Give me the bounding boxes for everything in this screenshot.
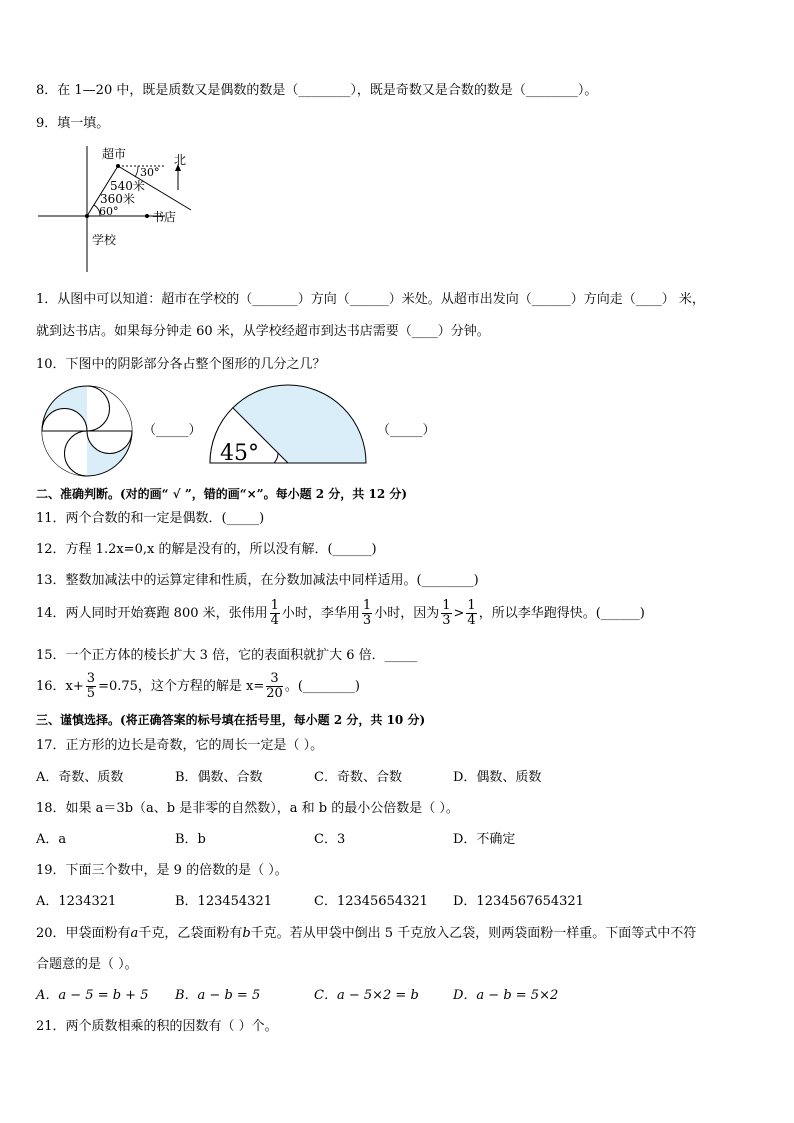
fraction-1-3: $\frac{1}{3}$: [362, 598, 372, 628]
q16-text-c: 。(________): [284, 679, 360, 694]
question-18: 18．如果 a＝3b（a、b 是非零的自然数），a 和 b 的最小公倍数是（ ）。: [36, 801, 459, 816]
q20-option-b: B．a − b = 5: [175, 988, 261, 1003]
question-9: 9．填一填。: [36, 116, 110, 131]
q20-text-b: 千克，乙袋面粉有: [138, 926, 243, 941]
q19-option-a: A．1234321: [36, 894, 117, 909]
circle-figure: [38, 384, 136, 478]
supermarket-point: [116, 164, 120, 168]
q20-var-b: b: [242, 926, 251, 941]
question-13: 13．整数加减法中的运算定律和性质，在分数加减法中同样适用。(________): [36, 573, 479, 588]
q16-text-a: 16．x+: [36, 679, 84, 694]
question-10-blank-2: （_____）: [377, 423, 436, 438]
question-20-line2: 合题意的是（ ）。: [36, 957, 138, 972]
label-supermarket: 超市: [102, 147, 127, 161]
q14-text-a: 14．两人同时开始赛跑 800 米，张伟用: [36, 606, 268, 621]
label-360m: 360米: [100, 192, 135, 206]
q20-text-a: 20．甲袋面粉有: [36, 926, 131, 941]
question-9-1-line1: 1．从图中可以知道：超市在学校的（_______）方向（______）米处。从超市出发向（______）方向走（____） 米，: [36, 292, 705, 307]
question-9-1-line2: 就到达书店。如果每分钟走 60 米，从学校经超市到达书店需要（____）分钟。: [36, 324, 490, 339]
question-19: 19．下面三个数中，是 9 的倍数的是（ ）。: [36, 863, 288, 878]
label-school: 学校: [92, 233, 117, 247]
q20-text-c: 千克。若从甲袋中倒出 5 千克放入乙袋，则两袋面粉一样重。下面等式中不符: [250, 926, 697, 941]
map-diagram: [30, 140, 210, 280]
q18-option-b: B．b: [175, 832, 206, 847]
fraction-1-3-b: $\frac{1}{3}$: [442, 598, 451, 628]
q17-option-c: C．奇数、合数: [314, 770, 402, 785]
question-21: 21．两个质数相乘的积的因数有（ ）个。: [36, 1019, 278, 1034]
angle-arc-30: [135, 166, 138, 177]
question-17: 17．正方形的边长是奇数，它的周长一定是（ ）。: [36, 738, 324, 753]
school-point: [85, 214, 89, 218]
q14-text-b: 小时，李华用: [281, 606, 360, 621]
question-10-blank-1: （_____）: [143, 423, 202, 438]
label-bookstore: 书店: [152, 210, 177, 224]
question-10: 10．下图中的阴影部分各占整个图形的几分之几？: [36, 357, 326, 372]
q18-option-d: D．不确定: [453, 832, 516, 847]
question-20-line1: [36, 925, 696, 943]
fraction-3-5: $\frac{3}{5}$: [86, 671, 96, 701]
q19-option-b: B．123454321: [175, 894, 272, 909]
label-north: 北: [174, 153, 187, 167]
q20-option-d: D．a − b = 5×2: [453, 988, 559, 1003]
label-540m: 540米: [110, 179, 145, 193]
fraction-1-4-b: $\frac{1}{4}$: [467, 598, 476, 628]
question-14: [36, 599, 645, 628]
q16-text-b: =0.75，这个方程的解是 x=: [98, 679, 265, 694]
q18-option-c: C．3: [314, 832, 346, 847]
question-8: 8．在 1—20 中，既是质数又是偶数的数是（________），既是奇数又是合数的数是（________）。: [36, 83, 598, 98]
question-15: 15．一个正方体的棱长扩大 3 倍，它的表面积就扩大 6 倍．_____: [36, 648, 418, 663]
q18-option-a: A．a: [36, 832, 67, 847]
label-angle-60: 60°: [99, 205, 119, 218]
fraction-3-20: $\frac{3}{20}$: [266, 671, 283, 701]
q20-option-a: A．a − 5 = b + 5: [36, 988, 149, 1003]
q20-var-a: a: [130, 926, 139, 941]
q14-text-d: ，所以李华跑得快。(______): [478, 606, 645, 621]
q19-option-c: C．12345654321: [314, 894, 428, 909]
q20-option-c: C．a − 5×2 = b: [314, 988, 419, 1003]
label-angle-30: 30°: [140, 166, 160, 179]
q14-gt: >: [453, 606, 465, 621]
bookstore-point: [145, 214, 149, 218]
q14-text-c: 小时，因为: [374, 606, 440, 621]
semicircle-figure: [206, 381, 372, 467]
question-11: 11．两个合数的和一定是偶数．(_____): [36, 511, 265, 526]
question-16: [36, 672, 360, 701]
q19-option-d: D．1234567654321: [453, 894, 584, 909]
fraction-1-4: $\frac{1}{4}$: [270, 598, 279, 628]
section-2-heading: 二、准确判断。(对的画“ √ ”，错的画“×”。每小题 2 分，共 12 分): [36, 487, 408, 501]
q17-option-d: D．偶数、质数: [453, 770, 542, 785]
q17-option-a: A．奇数、质数: [36, 770, 124, 785]
question-12: 12．方程 1.2x=0,x 的解是没有的，所以没有解．(______): [36, 542, 377, 557]
label-angle-45: 45°: [220, 441, 259, 466]
section-3-heading: 三、谨慎选择。(将正确答案的标号填在括号里，每小题 2 分，共 10 分): [36, 713, 426, 727]
q17-option-b: B．偶数、合数: [175, 770, 263, 785]
